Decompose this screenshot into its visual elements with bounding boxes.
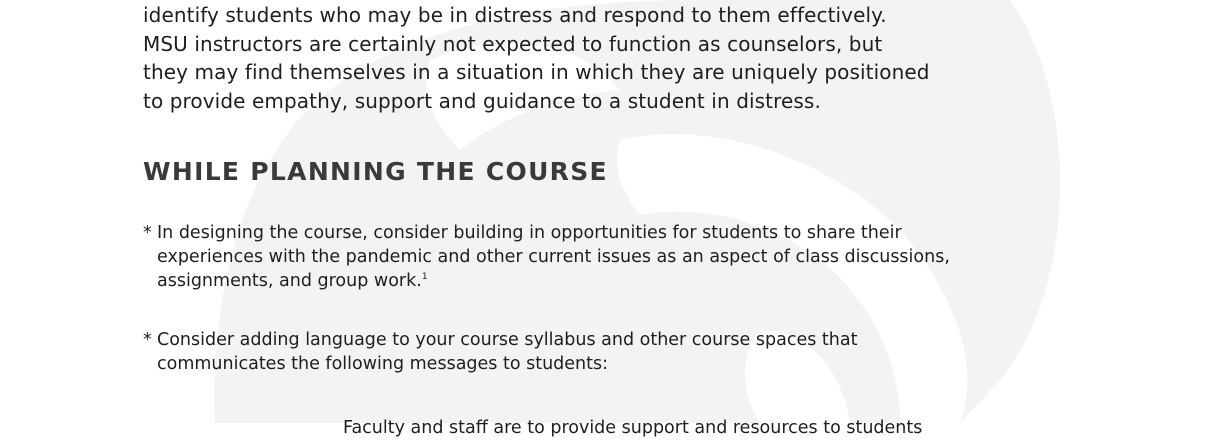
bullet-line: communicates the following messages to students: [157, 354, 609, 374]
cutoff-text-line: Faculty and staff are to provide support and resources to students [343, 418, 923, 438]
bullet-text [157, 221, 1063, 293]
bullet-line: experiences with the pandemic and other current issues as an aspect of class discussions, [157, 247, 950, 267]
bullet-text [157, 328, 1063, 376]
bullet-line: In designing the course, consider building in opportunities for students to share their [157, 223, 902, 243]
intro-line: to provide empathy, support and guidance to a student in distress. [143, 88, 821, 113]
bullet-item [143, 221, 1063, 293]
footnote-reference[interactable]: 1 [421, 272, 428, 283]
intro-line: they may find themselves in a situation in which they are uniquely positioned [143, 60, 930, 84]
bullet-line-text: assignments, and group work. [157, 271, 422, 291]
section-heading: WHILE PLANNING THE COURSE [143, 157, 608, 186]
bullet-item [143, 328, 1063, 376]
intro-line: MSU instructors are certainly not expected to function as counselors, but [143, 31, 883, 56]
bullet-marker: * [143, 223, 152, 243]
intro-line: identify students who may be in distress and respond to them effectively. [143, 3, 887, 27]
bullet-line: Consider adding language to your course syllabus and other course spaces that [157, 330, 858, 350]
bullet-marker: * [143, 330, 152, 350]
bullet-line [157, 269, 1063, 293]
intro-paragraph [143, 1, 1063, 115]
